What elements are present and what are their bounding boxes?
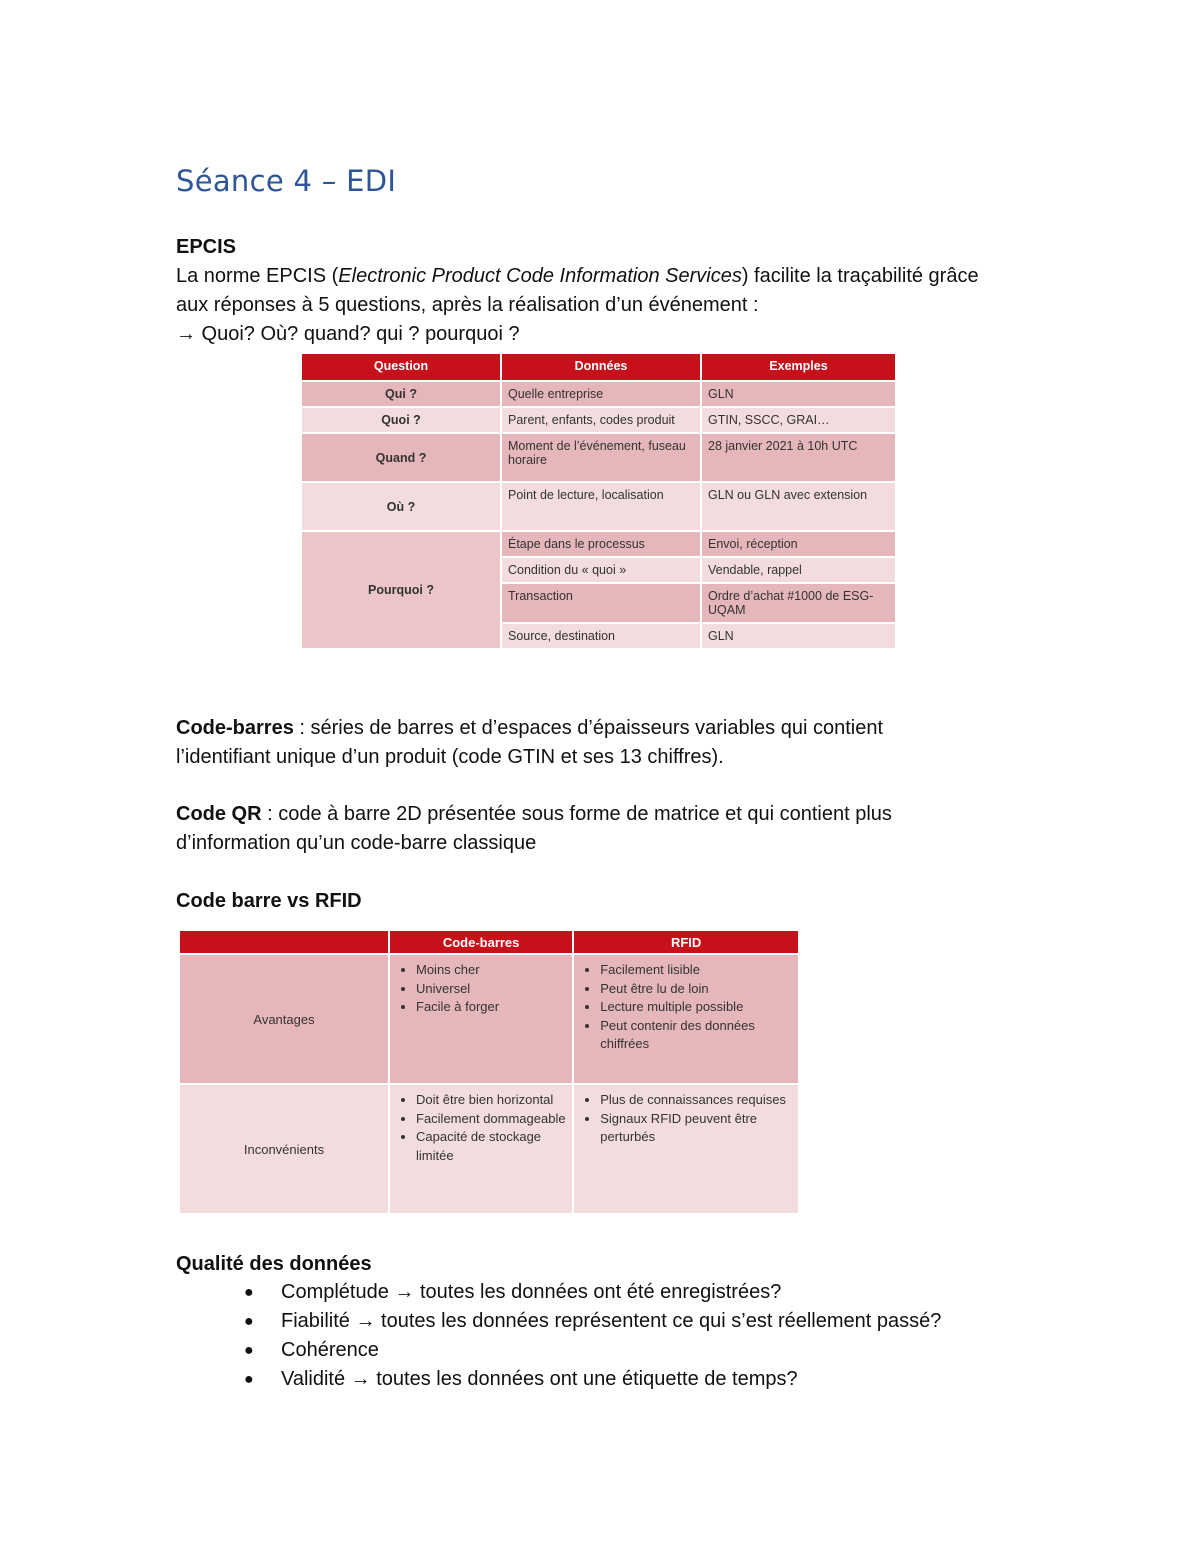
data-cell: Point de lecture, localisation	[501, 482, 701, 531]
list-item: • Moins cher	[416, 961, 568, 980]
example-cell: GTIN, SSCC, GRAI…	[701, 407, 896, 433]
list-item: • Capacité de stockage limitée	[416, 1128, 568, 1165]
epcis-heading: EPCIS	[176, 236, 237, 258]
example-cell: GLN ou GLN avec extension	[701, 482, 896, 531]
code-barres-cell	[389, 1084, 573, 1214]
comparison-table	[178, 929, 800, 1215]
row-label: Avantages	[179, 954, 389, 1084]
row-label: Inconvénients	[179, 1084, 389, 1214]
epcis-intro-line2: aux réponses à 5 questions, après la réalisation d’un événement :	[176, 294, 759, 316]
table-row	[301, 381, 896, 407]
table-header: Exemples	[701, 353, 896, 381]
list-item: • Facilement dommageable	[416, 1110, 568, 1129]
table-header: Code-barres	[389, 930, 573, 954]
example-cell: GLN	[701, 623, 896, 649]
list-item: ● Validité → toutes les données ont une étiquette de temps?	[240, 1365, 941, 1394]
page-title: Séance 4 – EDI	[176, 164, 397, 198]
rfid-cell	[573, 954, 799, 1084]
list-item: • Peut être lu de loin	[600, 980, 794, 999]
list-item: • Doit être bien horizontal	[416, 1091, 568, 1110]
data-cell: Transaction	[501, 583, 701, 623]
question-cell: Qui ?	[301, 381, 501, 407]
list-item: ● Complétude → toutes les données ont été enregistrées?	[240, 1278, 941, 1307]
example-cell: 28 janvier 2021 à 10h UTC	[701, 433, 896, 482]
data-cell: Parent, enfants, codes produit	[501, 407, 701, 433]
codebarres-line1: Code-barres : séries de barres et d’espaces d’épaisseurs variables qui contient	[176, 717, 884, 739]
question-cell: Où ?	[301, 482, 501, 531]
list-item: • Facile à forger	[416, 998, 568, 1017]
list-item: • Signaux RFID peuvent être perturbés	[600, 1110, 794, 1147]
qualite-list	[240, 1278, 941, 1394]
table-header: Question	[301, 353, 501, 381]
example-cell: Ordre d’achat #1000 de ESG-UQAM	[701, 583, 896, 623]
question-cell: Pourquoi ?	[301, 531, 501, 649]
epcis-intro-line1: La norme EPCIS (Electronic Product Code Information Services) facilite la traçabilité grâce	[176, 265, 979, 287]
list-item: • Plus de connaissances requises	[600, 1091, 794, 1110]
table-row	[301, 482, 896, 531]
example-cell: Envoi, réception	[701, 531, 896, 557]
codebarres-line2: l’identifiant unique d’un produit (code GTIN et ses 13 chiffres).	[176, 746, 724, 768]
table-row	[179, 954, 799, 1084]
qualite-heading: Qualité des données	[176, 1253, 372, 1275]
example-cell: GLN	[701, 381, 896, 407]
data-cell: Source, destination	[501, 623, 701, 649]
data-cell: Étape dans le processus	[501, 531, 701, 557]
list-item: ● Fiabilité → toutes les données représentent ce qui s’est réellement passé?	[240, 1307, 941, 1336]
list-item: • Lecture multiple possible	[600, 998, 794, 1017]
list-item: • Facilement lisible	[600, 961, 794, 980]
code-barres-cell	[389, 954, 573, 1084]
epcis-table	[300, 352, 897, 650]
codeqr-line2: d’information qu’un code-barre classique	[176, 832, 537, 854]
question-cell: Quand ?	[301, 433, 501, 482]
table-header: RFID	[573, 930, 799, 954]
data-cell: Condition du « quoi »	[501, 557, 701, 583]
data-cell: Moment de l’événement, fuseau horaire	[501, 433, 701, 482]
list-item: • Peut contenir des données chiffrées	[600, 1017, 794, 1054]
example-cell: Vendable, rappel	[701, 557, 896, 583]
table-row	[301, 433, 896, 482]
table-row	[301, 531, 896, 557]
table-row	[301, 407, 896, 433]
comparison-heading: Code barre vs RFID	[176, 890, 362, 912]
list-item: ● Cohérence	[240, 1336, 941, 1365]
rfid-cell	[573, 1084, 799, 1214]
list-item: • Universel	[416, 980, 568, 999]
table-header: Données	[501, 353, 701, 381]
question-cell: Quoi ?	[301, 407, 501, 433]
table-header	[179, 930, 389, 954]
data-cell: Quelle entreprise	[501, 381, 701, 407]
table-row	[179, 1084, 799, 1214]
codeqr-line1: Code QR : code à barre 2D présentée sous forme de matrice et qui contient plus	[176, 803, 892, 825]
epcis-intro-line3: → Quoi? Où? quand? qui ? pourquoi ?	[176, 323, 520, 345]
